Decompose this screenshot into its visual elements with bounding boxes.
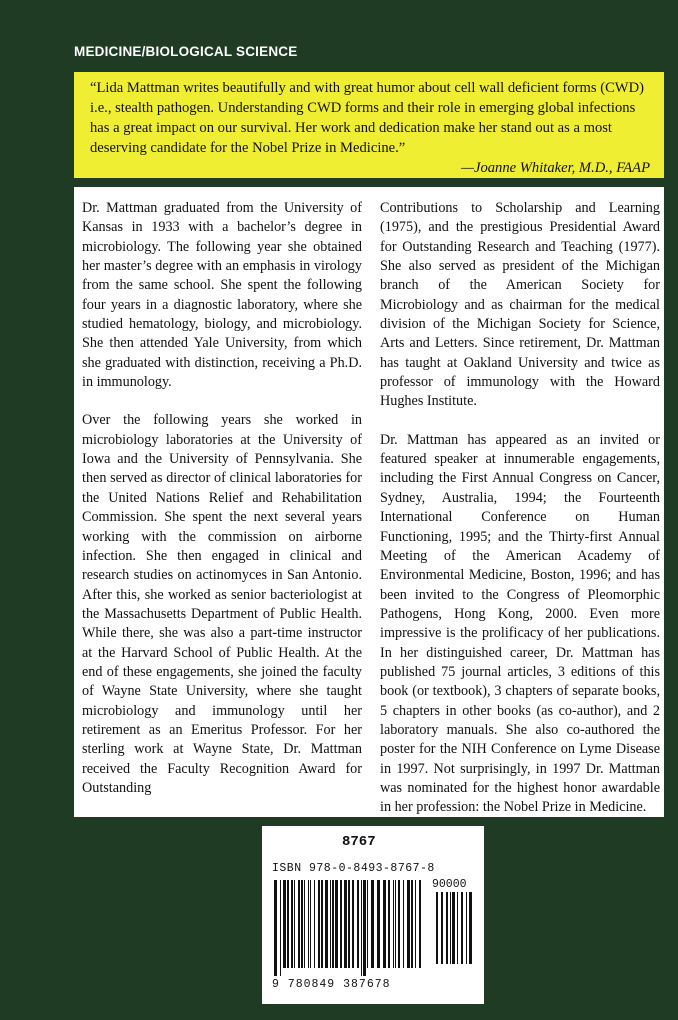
barcode-bar <box>318 880 320 968</box>
barcode-bar <box>314 880 315 968</box>
bio-column-left <box>82 199 362 817</box>
barcode-bar <box>367 880 368 968</box>
barcode-bar <box>330 880 331 968</box>
category-label: MEDICINE/BIOLOGICAL SCIENCE <box>74 44 298 59</box>
price-code: 90000 <box>432 878 467 891</box>
barcode-bar <box>395 880 396 968</box>
barcode-bar <box>388 880 390 968</box>
barcode-bar <box>363 880 366 976</box>
barcode-bar <box>457 892 458 964</box>
bio-paragraph: Contributions to Scholarship and Learning (1975), and the prestigious Presidential Award for Outstanding Research and Teaching (1977). She also served as president of the Michigan branch of the American Society for Microbiology and as chairman for the medical division of the Michigan Society for Science, Arts and Letters. Since retirement, Dr. Mattman has taught at Oakland University and twice as professor of immunology with the Howard Hughes Institute. <box>380 200 660 410</box>
barcode-bar <box>415 880 416 968</box>
barcode-bar <box>446 892 448 964</box>
barcode-bar <box>466 892 467 964</box>
barcode-bar <box>469 892 472 964</box>
endorsement-quote-text: “Lida Mattman writes beautifully and with great humor about cell wall deficient forms (CWD) i.e., stealth pathogen. Understanding CWD forms and their role in emerging global infections has a great impact on our survival. Her work and dedication make her stand out as a most deserving candidate for the Nobel Prize in Medicine.” <box>90 80 644 156</box>
barcode-bar <box>352 880 354 968</box>
barcode-bar <box>357 880 359 968</box>
ean-digits: 9 780849 387678 <box>272 978 391 991</box>
barcode-bar <box>304 880 305 968</box>
barcode-bar <box>291 880 293 968</box>
barcode-bar <box>310 880 311 968</box>
barcode-bar <box>461 892 463 964</box>
barcode-bar <box>321 880 323 968</box>
catalog-number: 8767 <box>342 834 376 850</box>
barcode-bar <box>332 880 334 968</box>
barcode-bar <box>450 892 451 964</box>
ean-barcode <box>274 880 428 976</box>
barcode-bar <box>441 892 443 964</box>
barcode-bar <box>419 880 421 968</box>
barcode-bar <box>287 880 289 968</box>
barcode-bar <box>383 880 386 968</box>
barcode-bar <box>283 880 286 968</box>
barcode-bar <box>298 880 300 968</box>
author-bio-panel <box>74 187 664 817</box>
barcode-bar <box>398 880 400 968</box>
bio-paragraph: Dr. Mattman graduated from the University of Kansas in 1933 with a bachelor’s degree in microbiology. The following year she obtained her master’s degree with an emphasis in virology from the same school. She spent the following four years in a diagnostic laboratory, where she studied hematology, biology, and microbiology. She then attended Yale University, from which she graduated with distinction, receiving a Ph.D. in immunology. <box>82 200 362 391</box>
barcode-bar <box>344 880 347 968</box>
barcode-bar <box>335 880 338 968</box>
barcode-bar <box>393 880 394 968</box>
barcode-bar <box>294 880 295 968</box>
barcode-bar <box>377 880 380 968</box>
barcode-bar <box>371 880 374 968</box>
endorsement-quote-box <box>74 72 664 178</box>
barcode-bar <box>361 880 362 976</box>
bio-column-right <box>380 199 660 837</box>
barcode-block <box>262 826 484 1004</box>
barcode-bar <box>340 880 342 968</box>
isbn-label: ISBN 978-0-8493-8767-8 <box>272 862 435 875</box>
barcode-bar <box>301 880 303 968</box>
bio-paragraph: Over the following years she worked in microbiology laboratories at the University of Iowa and the University of Pennsylvania. She then served as director of clinical laboratories for the United Nations Relief and Rehabilitation Commission. She spent the next several years working with the commission on airborne infection. She then engaged in clinical and research studies on actinomyces in San Antonio. After this, she worked as senior bacteriologist at the Massachusetts Department of Public Health. While there, she was also a part-time instructor at the Harvard School of Public Health. At the end of these engagements, she joined the faculty of Wayne State University, where she taught microbiology and immunology until her retirement as an Emeritus Professor. For her sterling work at Wayne State, Dr. Mattman received the Faculty Recognition Award for Outstanding <box>82 412 362 796</box>
barcode-bar <box>452 892 455 964</box>
barcode-bar <box>407 880 410 968</box>
barcode-bar <box>280 880 281 976</box>
barcode-bar <box>348 880 350 968</box>
addon-barcode <box>436 892 474 972</box>
barcode-bar <box>308 880 309 968</box>
barcode-bar <box>411 880 413 968</box>
barcode-bar <box>325 880 328 968</box>
bio-paragraph: Dr. Mattman has appeared as an invited or featured speaker at innumerable engagements, including the First Annual Congress on Cancer, Sydney, Australia, 1994; the Fourteenth International Conference on Human Functioning, 1995; and the Thirty-first Annual Meeting of the American Academy of Environmental Medicine, Boston, 1996; and has been invited to the Congress of Pleomorphic Pathogens, Hong Kong, 2000. Even more impressive is the prolificacy of her publications. In her distinguished career, Dr. Mattman has published 75 journal articles, 3 editions of this book (or textbook), 3 chapters of separate books, 5 chapters in other books (as co-author), and 2 laboratory manuals. She also co-authored the poster for the NIH Conference on Lyme Disease in 1997. Not surprisingly, in 1997 Dr. Mattman was nominated for the highest honor awardable in her profession: the Nobel Prize in Medicine. <box>380 431 660 816</box>
barcode-bar <box>274 880 277 976</box>
endorsement-attribution: —Joanne Whitaker, M.D., FAAP <box>460 160 650 176</box>
barcode-bar <box>436 892 438 964</box>
barcode-bar <box>403 880 404 968</box>
